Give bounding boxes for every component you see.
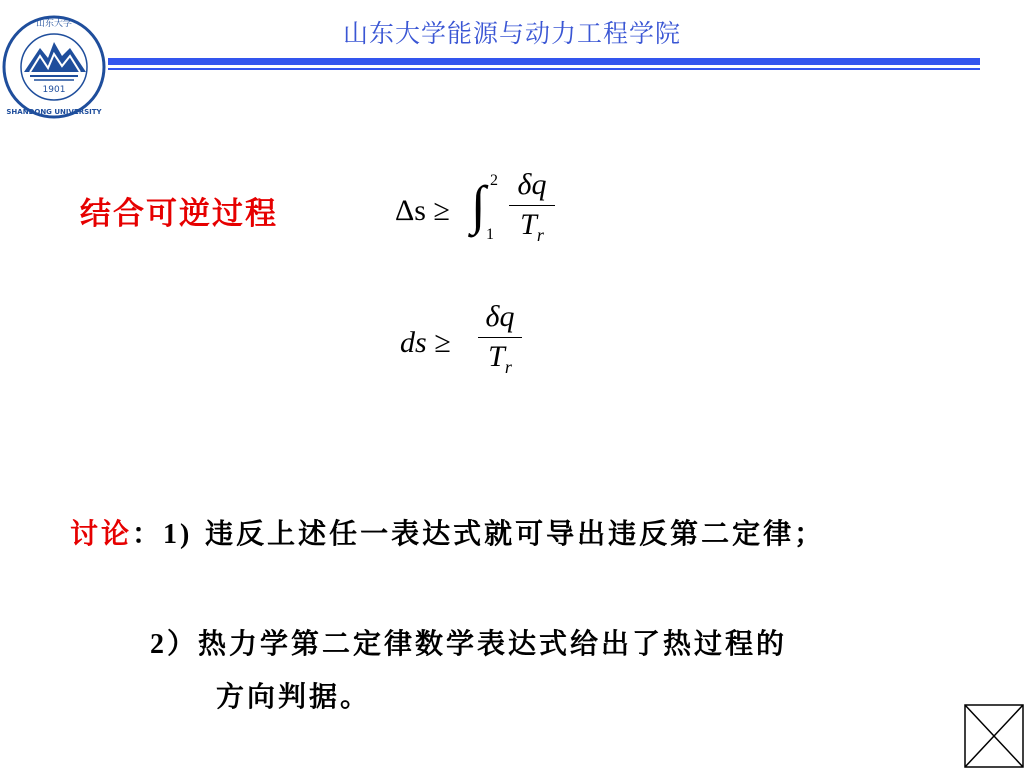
eq2-lhs: ds ≥	[400, 326, 451, 359]
discussion-point-2	[150, 618, 990, 723]
point1-text: 违反上述任一表达式就可导出违反第二定律；	[205, 517, 826, 550]
svg-text:SHANDONG UNIVERSITY: SHANDONG UNIVERSITY	[6, 108, 102, 116]
eq2-denominator: $T_r$	[488, 340, 512, 377]
point2-line2: 方向判据。	[216, 680, 372, 713]
eq1-fraction-bar	[509, 205, 555, 207]
entropy-integral-inequality	[395, 168, 565, 268]
point2-line1: 热力学第二定律数学表达式给出了热过程的	[198, 627, 788, 660]
header-rule-thick	[108, 58, 980, 65]
svg-text:1901: 1901	[42, 85, 66, 95]
integral-sign: ∫	[471, 175, 486, 235]
header-rule-thin	[108, 68, 980, 70]
point1-number: 1)	[163, 519, 193, 550]
integral-upper-limit: 2	[490, 172, 498, 189]
reversible-process-label: 结合可逆过程	[80, 196, 278, 232]
eq2-fraction-bar	[478, 337, 522, 339]
eq1-fraction	[509, 168, 555, 246]
eq2-fraction	[478, 300, 522, 378]
eq2-numerator: δq	[485, 300, 515, 333]
point2-number: 2）	[150, 629, 199, 660]
eq1-lhs: Δs ≥	[395, 194, 450, 227]
discussion-label: 讨论	[70, 517, 133, 550]
svg-text:山东大学: 山东大学	[35, 19, 73, 29]
discussion-point-1	[70, 510, 950, 559]
discussion-colon: ：	[132, 517, 164, 550]
integral-lower-limit: 1	[486, 226, 494, 243]
entropy-differential-inequality	[400, 300, 530, 400]
corner-placeholder-box	[964, 704, 1024, 768]
eq1-denominator: $T_r$	[520, 208, 544, 245]
page-title: 山东大学能源与动力工程学院	[342, 19, 681, 48]
eq1-numerator: δq	[517, 168, 547, 201]
